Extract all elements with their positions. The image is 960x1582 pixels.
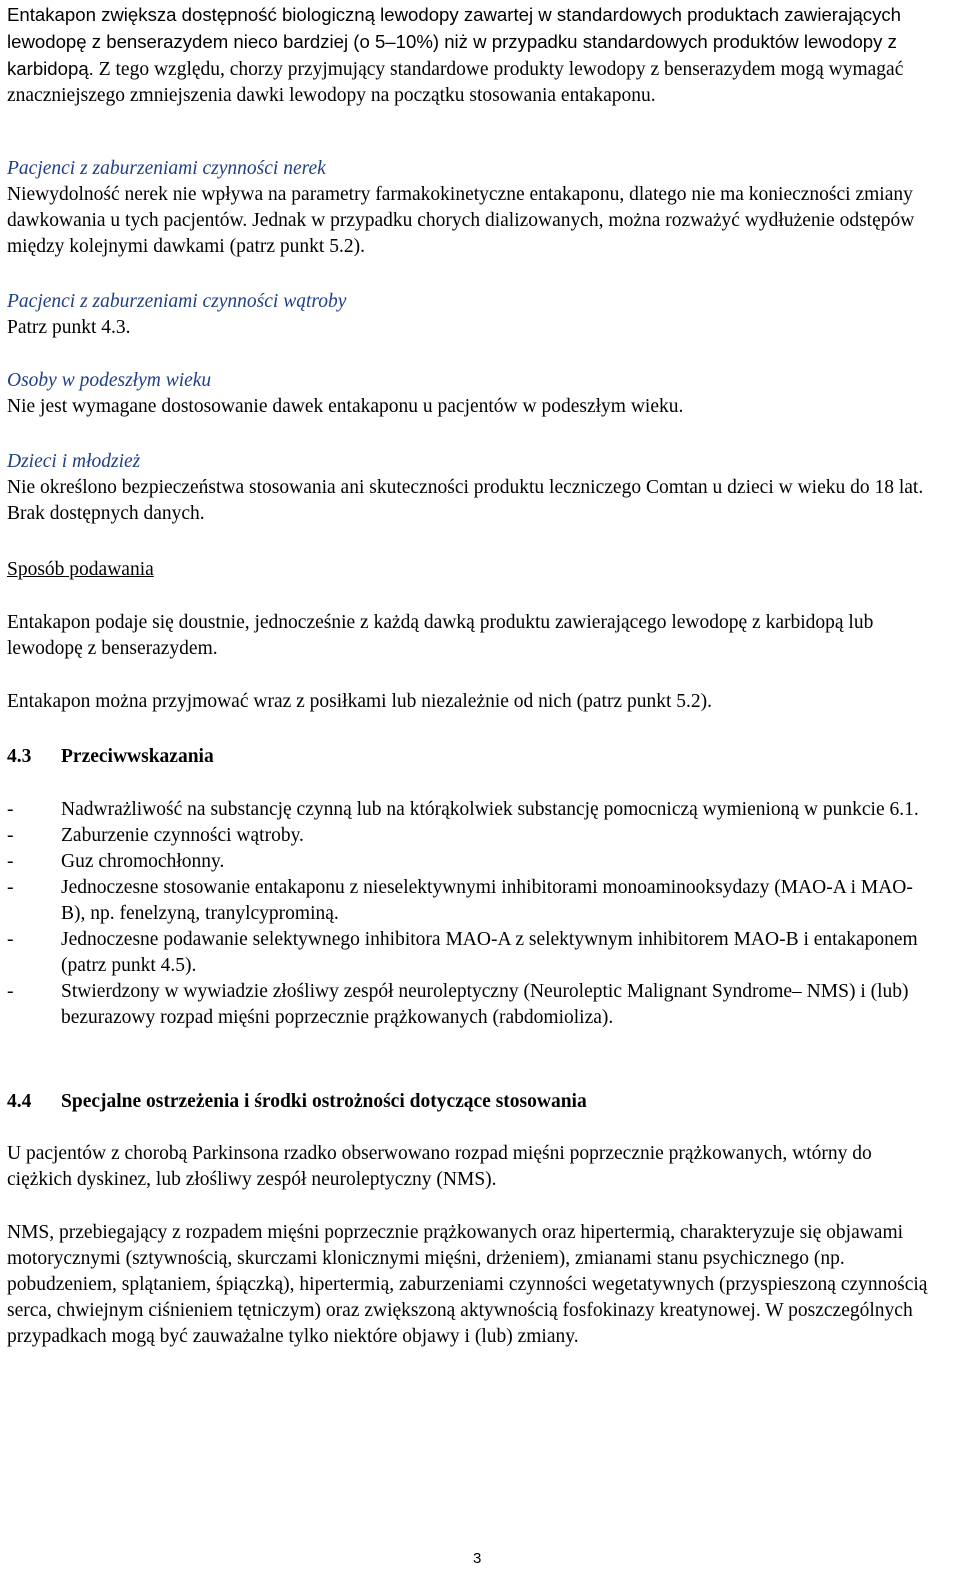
children-section [7,449,937,527]
kidney-heading: Pacjenci z zaburzeniami czynności nerek [7,158,326,179]
elderly-section [7,368,937,420]
list-item-text: Nadwrażliwość na substancję czynną lub na którąkolwiek substancję pomocniczą wymienioną w punkcie 6.1. [61,799,919,820]
warnings-paragraph-2: NMS, przebiegający z rozpadem mięśni poprzecznie prążkowanych oraz hipertermią, charakteryzuje się objawami motorycznymi (sztywnością, skurczami klonicznymi mięśni, drżeniem), zmianami stanu psychicznego (np. pobudzeniem, splątaniem, śpiączką), hipertermią, zaburzeniami czynności wegetatywnych (przyspieszoną czynnością serca, chwiejnym ciśnieniem tętniczym) oraz zwiększoną aktywnością fosfokinazy kreatynowej. W poszczególnych przypadkach mogą być zauważalne tylko niektóre objawy i (lub) zmiany. [7,1222,928,1347]
list-item [7,927,937,979]
list-item-text: Jednoczesne podawanie selektywnego inhibitora MAO-A z selektywnym inhibitorem MAO-B i entakaponem (patrz punkt 4.5). [61,929,918,976]
page-number: 3 [473,1550,482,1567]
intro-text-serif: Z tego względu, chorzy przyjmujący standardowe produkty lewodopy z benserazydem mogą wymagać znaczniejszego zmniejszenia dawki lewodopy na początku stosowania entakaponu. [7,59,904,106]
list-item [7,797,937,823]
children-text: Nie określono bezpieczeństwa stosowania ani skuteczności produktu leczniczego Comtan u dzieci w wieku do 18 lat. Brak dostępnych danych. [7,477,924,524]
list-item-text: Guz chromochłonny. [61,851,225,872]
section-4-3-title: Przeciwwskazania [61,746,214,767]
liver-heading: Pacjenci z zaburzeniami czynności wątroby [7,291,347,312]
list-item-text: Stwierdzony w wywiadzie złośliwy zespół neuroleptyczny (Neuroleptic Malignant Syndrome– NMS) i (lub) bezurazowy rozpad mięśni poprzecznie prążkowanych (rabdomioliza). [61,981,909,1028]
section-4-3-number: 4.3 [7,746,32,767]
warnings-paragraph-1: U pacjentów z chorobą Parkinsona rzadko obserwowano rozpad mięśni poprzecznie prążkowanych, wtórny do ciężkich dyskinez, lub złośliwy zespół neuroleptyczny (NMS). [7,1143,872,1190]
administration-paragraph-1: Entakapon podaje się doustnie, jednocześnie z każdą dawką produktu zawierającego lewodopę z karbidopą lub lewodopę z benserazydem. [7,612,874,659]
dash-marker: - [7,877,14,898]
dash-marker: - [7,825,14,846]
kidney-text: Niewydolność nerek nie wpływa na parametry farmakokinetyczne entakaponu, dlatego nie ma konieczności zmiany dawkowania u tych pacjentów. Jednak w przypadku chorych dializowanych, można rozważyć wydłużenie odstępów między kolejnymi dawkami (patrz punkt 5.2). [7,184,915,257]
list-item [7,979,937,1031]
contraindications-list [7,797,937,1031]
list-item-text: Jednoczesne stosowanie entakaponu z nieselektywnymi inhibitorami monoaminooksydazy (MAO-A i MAO-B), np. fenelzyną, tranylcyprominą. [61,877,913,924]
section-4-4-heading [7,1089,937,1115]
section-4-4-title: Specjalne ostrzeżenia i środki ostrożności dotyczące stosowania [61,1091,587,1112]
section-4-4-number: 4.4 [7,1091,32,1112]
dash-marker: - [7,981,14,1002]
liver-text: Patrz punkt 4.3. [7,317,131,338]
list-item-text: Zaburzenie czynności wątroby. [61,825,304,846]
intro-paragraph [7,2,937,109]
dash-marker: - [7,929,14,950]
kidney-section [7,156,937,260]
children-heading: Dzieci i młodzież [7,451,141,472]
administration-heading: Sposób podawania [7,559,154,580]
dash-marker: - [7,799,14,820]
list-item [7,875,937,927]
intro-text-sans: Entakapon zwiększa dostępność biologiczną lewodopy zawartej w standardowych produktach zawierających lewodopę z benserazydem nieco bardziej (o 5–10%) niż w przypadku standardowych produktów lewodopy z karbidopą. [7,4,902,79]
dash-marker: - [7,851,14,872]
elderly-text: Nie jest wymagane dostosowanie dawek entakaponu u pacjentów w podeszłym wieku. [7,396,684,417]
section-4-3-heading [7,744,937,770]
elderly-heading: Osoby w podeszłym wieku [7,370,212,391]
list-item [7,849,937,875]
administration-paragraph-2: Entakapon można przyjmować wraz z posiłkami lub niezależnie od nich (patrz punkt 5.2). [7,691,712,712]
liver-section [7,289,937,341]
list-item [7,823,937,849]
